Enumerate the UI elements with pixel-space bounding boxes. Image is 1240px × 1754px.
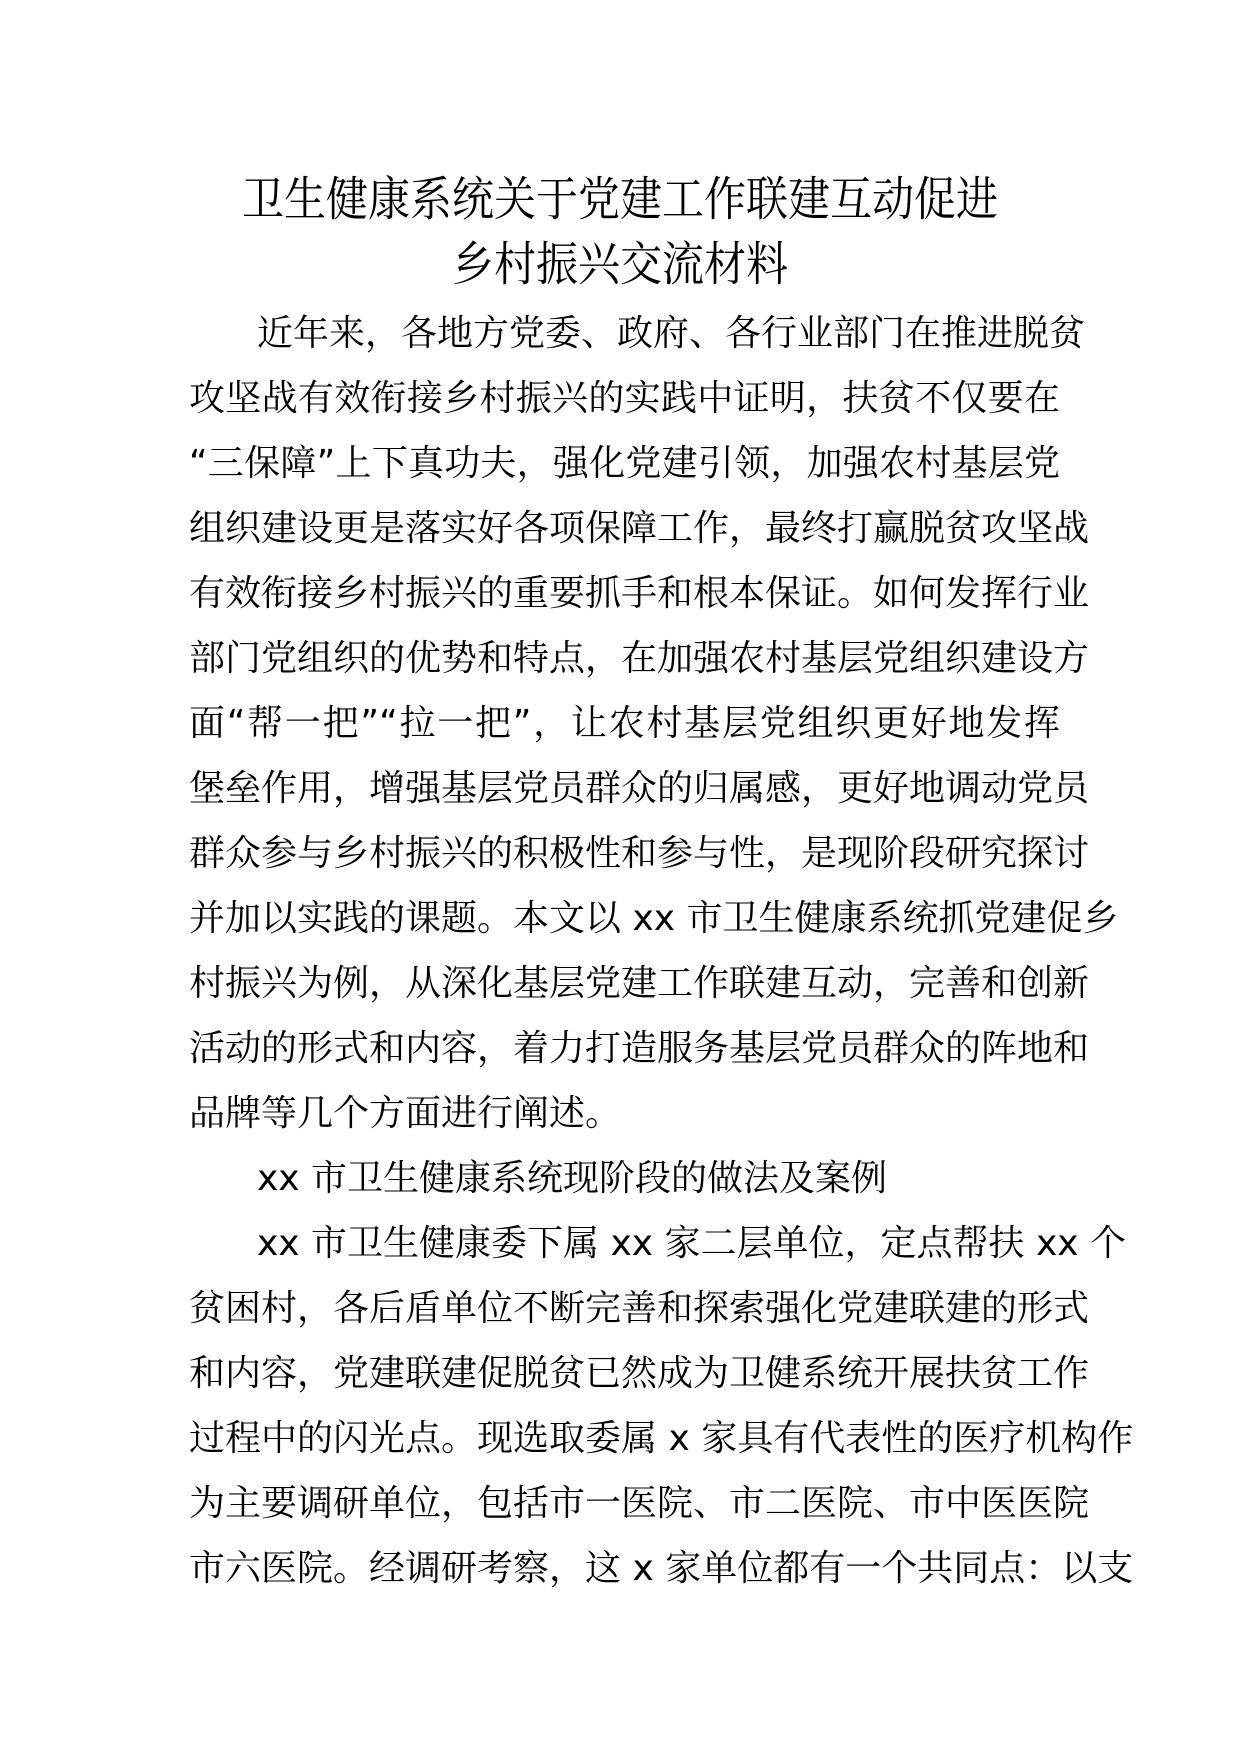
document-body <box>189 301 1134 1601</box>
paragraph-line: “三保障”上下真功夫，强化党建引领，加强农村基层党 <box>189 443 1060 484</box>
paragraph-line: 面“帮一把”“拉一把”，让农村基层党组织更好地发挥 <box>189 703 1060 744</box>
paragraph-line: 品牌等几个方面进行阐述。 <box>189 1093 622 1134</box>
paragraph <box>189 301 1119 1146</box>
paragraph-line: 并加以实践的课题。本文以 xx 市卫生健康系统抓党建促乡 <box>189 898 1119 939</box>
paragraph-line: 近年来，各地方党委、政府、各行业部门在推进脱贫 <box>257 313 1086 354</box>
paragraph-line: 过程中的闪光点。现选取委属 x 家具有代表性的医疗机构作 <box>189 1418 1134 1459</box>
paragraph-line: 有效衔接乡村振兴的重要抓手和根本保证。如何发挥行业 <box>189 573 1090 614</box>
paragraph-line: 部门党组织的优势和特点，在加强农村基层党组织建设方 <box>189 638 1090 679</box>
paragraph-line: 活动的形式和内容，着力打造服务基层党员群众的阵地和 <box>189 1028 1090 1069</box>
paragraph-line: xx 市卫生健康委下属 xx 家二层单位，定点帮扶 xx 个 <box>257 1223 1127 1264</box>
document-title-line-1: 卫生健康系统关于党建工作联建互动促进 <box>241 172 998 227</box>
document-title-line-2: 乡村振兴交流材料 <box>451 237 788 292</box>
paragraph-line: 村振兴为例，从深化基层党建工作联建互动，完善和创新 <box>189 963 1090 1004</box>
paragraph-line: 贫困村，各后盾单位不断完善和探索强化党建联建的形式 <box>189 1288 1090 1329</box>
paragraph-line: 堡垒作用，增强基层党员群众的归属感，更好地调动党员 <box>189 768 1090 809</box>
paragraph-line: 为主要调研单位，包括市一医院、市二医院、市中医医院 <box>189 1483 1090 1524</box>
paragraph-line: 市六医院。经调研考察，这 x 家单位都有一个共同点：以支 <box>189 1548 1134 1589</box>
paragraph <box>189 1146 1060 1211</box>
paragraph-line: xx 市卫生健康系统现阶段的做法及案例 <box>257 1158 888 1199</box>
paragraph-line: 组织建设更是落实好各项保障工作，最终打赢脱贫攻坚战 <box>189 508 1090 549</box>
paragraph <box>189 1211 1134 1601</box>
paragraph-line: 和内容，党建联建促脱贫已然成为卫健系统开展扶贫工作 <box>189 1353 1090 1394</box>
paragraph-line: 攻坚战有效衔接乡村振兴的实践中证明，扶贫不仅要在 <box>189 378 1060 419</box>
paragraph-line: 群众参与乡村振兴的积极性和参与性，是现阶段研究探讨 <box>189 833 1090 874</box>
